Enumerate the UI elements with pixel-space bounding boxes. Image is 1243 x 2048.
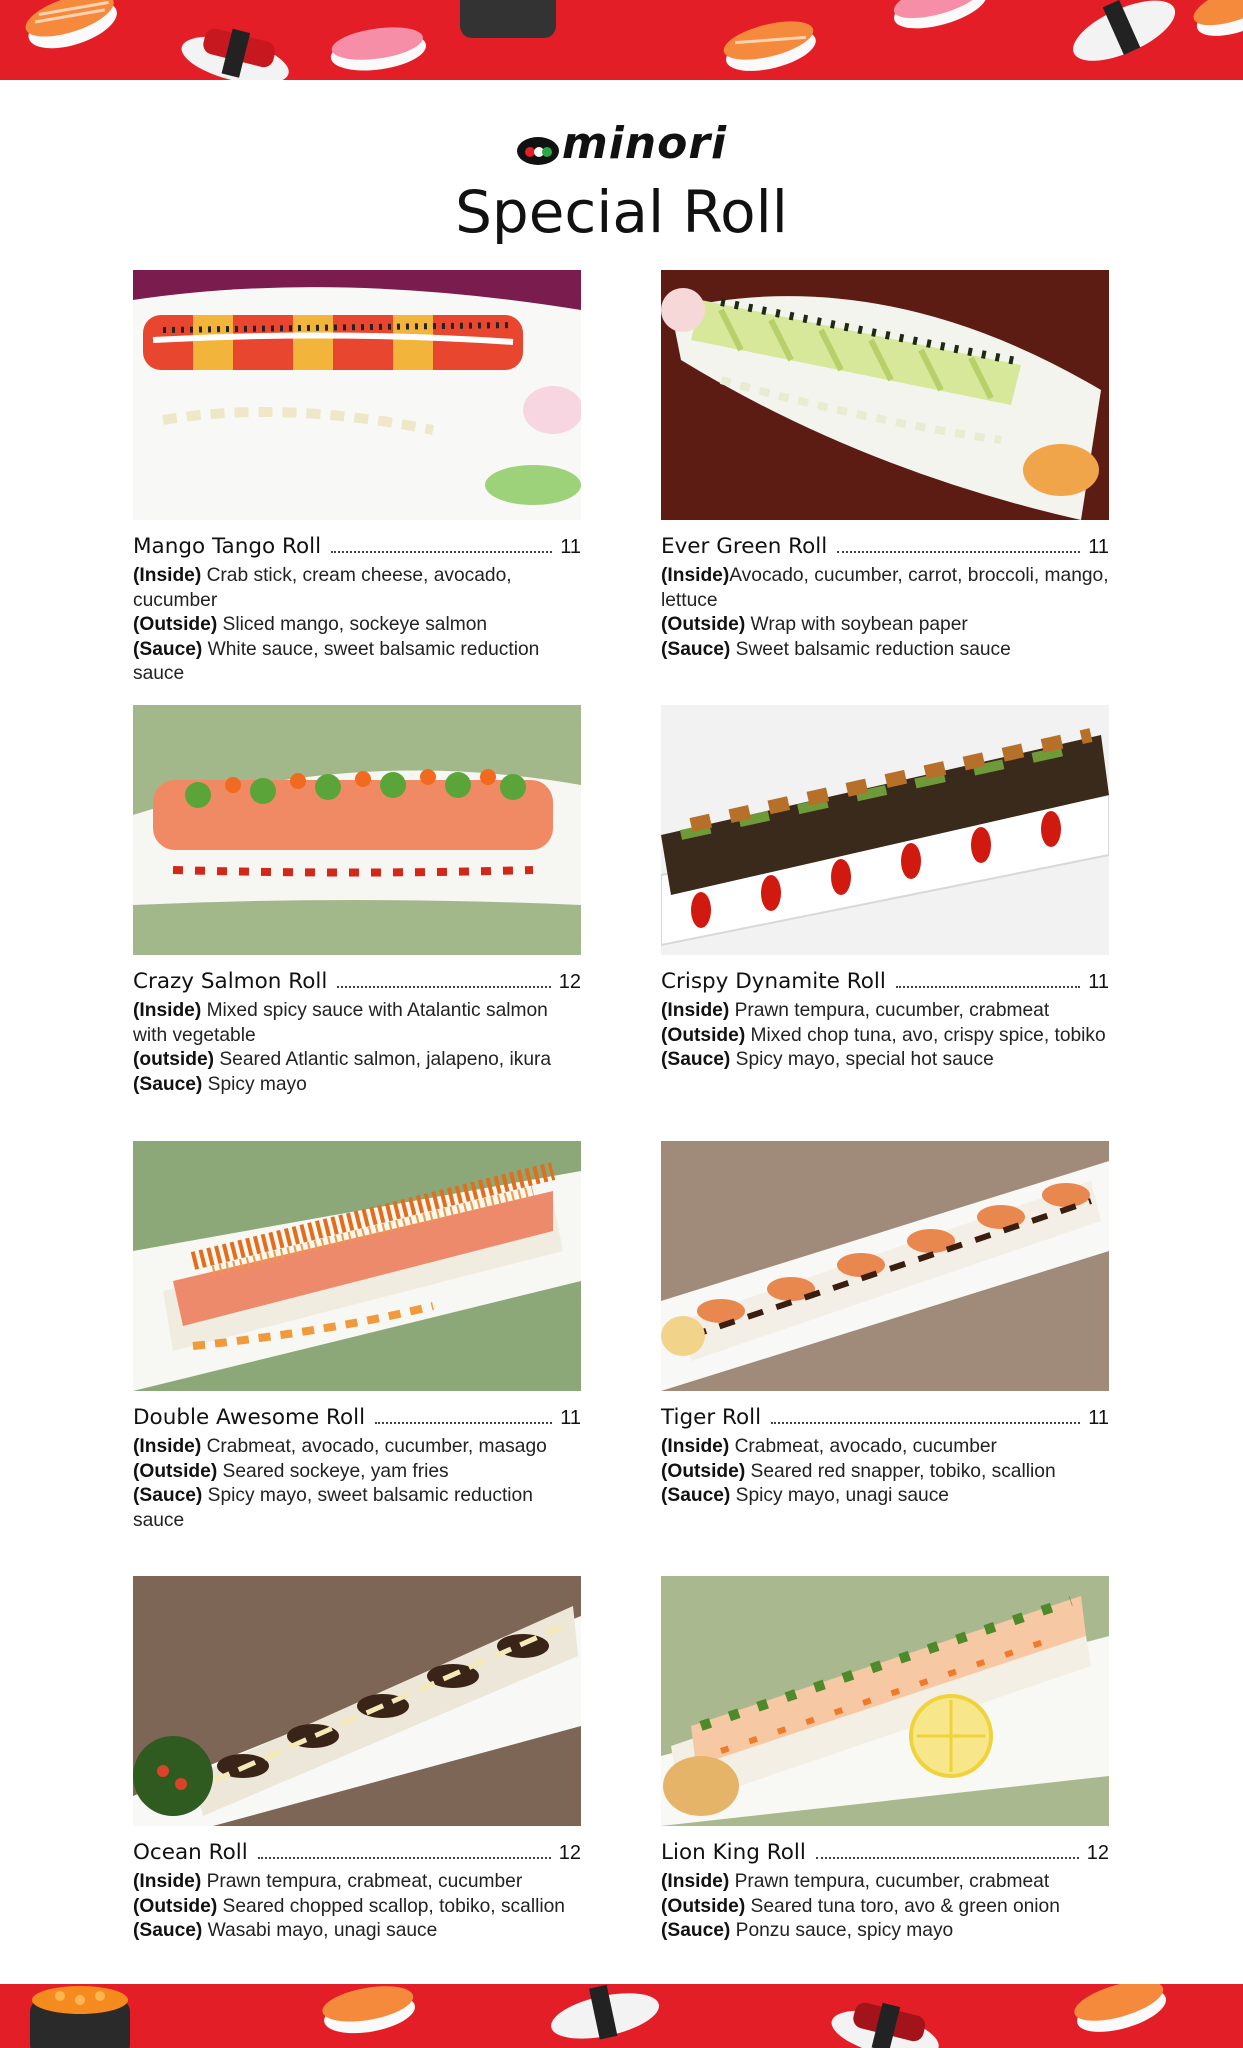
item-inside: (Inside) Mixed spicy sauce with Atalantic salmon with vegetable: [133, 1000, 548, 1046]
item-price: 12: [558, 971, 581, 993]
item-name: Lion King Roll: [661, 1840, 806, 1865]
top-banner: [0, 0, 1243, 80]
dot-leader: [375, 1422, 552, 1424]
item-sauce: (Sauce) Spicy mayo, sweet balsamic reduction sauce: [133, 1485, 533, 1531]
salmon-nigiri-icon: [1188, 0, 1243, 45]
salmon-nigiri-icon: [320, 1984, 418, 2039]
logo-dots-icon: [516, 136, 560, 171]
tuna-nigiri-icon: [888, 0, 992, 37]
item-name: Double Awesome Roll: [133, 1405, 366, 1430]
item-inside: (Inside) Prawn tempura, cucumber, crabmeat: [661, 1000, 1050, 1021]
item-price: 12: [558, 1842, 581, 1864]
menu-item: [661, 1141, 1109, 1509]
roll-photo: [133, 1576, 581, 1826]
salmon-nigiri-icon: [21, 0, 123, 58]
roll-photo: [661, 1141, 1109, 1391]
roll-photo: [133, 705, 581, 955]
dot-leader: [771, 1422, 1080, 1424]
roll-photo: [661, 705, 1109, 955]
tamago-nigiri-icon: [827, 1992, 946, 2048]
item-sauce: (Sauce) Sweet balsamic reduction sauce: [661, 638, 1011, 660]
roll-photo: [133, 1141, 581, 1391]
maki-roll-icon: [460, 0, 556, 38]
item-sauce: (Sauce) Spicy mayo: [133, 1073, 307, 1095]
item-sauce: (Sauce) Spicy mayo, special hot sauce: [661, 1049, 994, 1070]
item-name: Tiger Roll: [661, 1405, 762, 1430]
item-outside: (Outside) Seared red snapper, tobiko, scallion: [661, 1460, 1056, 1482]
menu-item: [133, 1576, 581, 1944]
logo-text: minori: [561, 118, 728, 169]
salmon-nigiri-icon: [1070, 1984, 1171, 2040]
roll-photo: [661, 270, 1109, 520]
menu-item: [133, 1141, 581, 1533]
roll-photo: [661, 1576, 1109, 1826]
sushi-pattern-bottom: [0, 1984, 1243, 2048]
item-price: 11: [1088, 971, 1109, 993]
item-name: Crazy Salmon Roll: [133, 969, 328, 994]
item-inside: (Inside) Prawn tempura, cucumber, crabmeat: [661, 1871, 1050, 1892]
page-title: Special Roll: [455, 178, 788, 246]
item-inside: (Inside) Crabmeat, avocado, cucumber: [661, 1436, 997, 1457]
item-name: Ocean Roll: [133, 1840, 248, 1865]
item-price: 11: [560, 536, 581, 558]
item-outside: (Outside) Seared sockeye, yam fries: [133, 1460, 449, 1482]
item-name: Crispy Dynamite Roll: [661, 969, 886, 994]
item-price: 11: [560, 1407, 581, 1429]
menu-item: [133, 705, 581, 1097]
item-outside: (Outside) Mixed chop tuna, avo, crispy spice, tobiko: [661, 1024, 1106, 1046]
item-price: 11: [1088, 536, 1109, 558]
item-inside: (Inside) Prawn tempura, crabmeat, cucumber: [133, 1871, 523, 1892]
menu-item: [661, 705, 1109, 1073]
bottom-banner: [0, 1984, 1243, 2048]
brand-logo: [0, 118, 1243, 171]
item-inside: (Inside) Crab stick, cream cheese, avocado, cucumber: [133, 565, 512, 611]
sushi-pattern-top: [0, 0, 1243, 80]
item-name: Ever Green Roll: [661, 534, 828, 559]
item-sauce: (Sauce) Ponzu sauce, spicy mayo: [661, 1920, 954, 1941]
salmon-nigiri-icon: [720, 14, 820, 79]
menu-item: [661, 1576, 1109, 1944]
item-sauce: (Sauce) Wasabi mayo, unagi sauce: [133, 1920, 438, 1941]
tuna-nigiri-icon: [328, 22, 429, 76]
item-sauce: (Sauce) Spicy mayo, unagi sauce: [661, 1485, 949, 1506]
dot-leader: [258, 1857, 551, 1859]
item-outside: (Outside) Sliced mango, sockeye salmon: [133, 614, 488, 635]
roll-photo: [133, 270, 581, 520]
tamago-nigiri-icon: [1062, 0, 1184, 73]
item-price: 12: [1086, 1842, 1109, 1864]
item-outside: (Outside) Seared chopped scallop, tobiko, scallion: [133, 1895, 565, 1917]
item-inside: (Inside) Crabmeat, avocado, cucumber, masago: [133, 1436, 547, 1457]
item-outside: (Outside) Seared tuna toro, avo & green onion: [661, 1895, 1060, 1917]
item-inside: (Inside)Avocado, cucumber, carrot, broccoli, mango, lettuce: [661, 565, 1109, 611]
dot-leader: [816, 1857, 1079, 1859]
item-outside: (outside) Seared Atlantic salmon, jalapeno, ikura: [133, 1049, 552, 1070]
dot-leader: [896, 986, 1080, 988]
item-name: Mango Tango Roll: [133, 534, 322, 559]
tamago-nigiri-icon: [545, 1984, 663, 2048]
ikura-gunkan-icon: [30, 1986, 130, 2048]
tamago-nigiri-icon: [177, 18, 296, 80]
item-sauce: (Sauce) White sauce, sweet balsamic reduction sauce: [133, 638, 540, 684]
item-price: 11: [1088, 1407, 1109, 1429]
dot-leader: [337, 986, 550, 988]
dot-leader: [837, 551, 1080, 553]
menu-item: [133, 270, 581, 687]
item-outside: (Outside) Wrap with soybean paper: [661, 614, 968, 635]
dot-leader: [331, 551, 552, 553]
menu-item: [661, 270, 1109, 662]
